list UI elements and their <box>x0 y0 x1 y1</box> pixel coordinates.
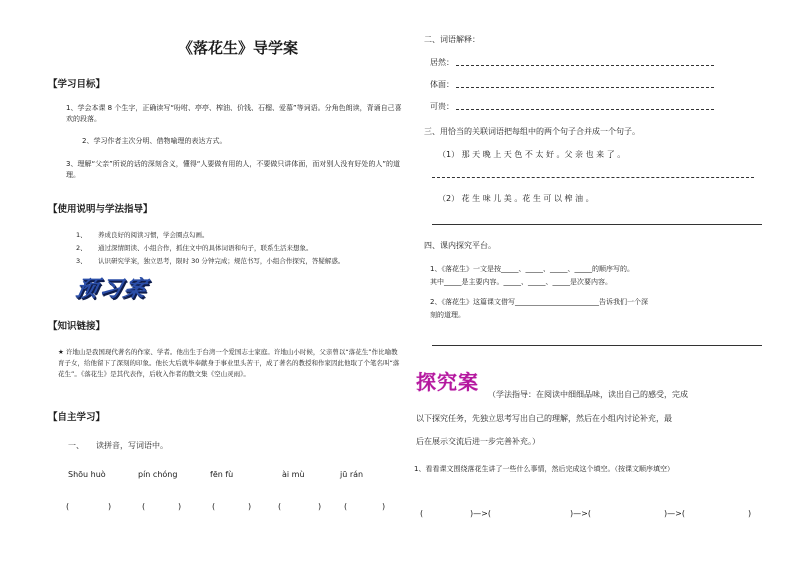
q3-answer-line-1[interactable] <box>432 177 754 178</box>
self-study-header: 【自主学习】 <box>48 412 106 423</box>
bracket-open-3: ( <box>212 502 216 511</box>
goal-1: 1、学会本课 8 个生字，正确读写“吩咐、亭亭、榨油、价钱、石榴、爱慕”等词语。分角色朗读，背诵自己喜欢的段落。 <box>66 104 402 123</box>
pinyin-5: jū rán <box>340 470 364 479</box>
task1-text: 1、看看课文围绕落花生讲了一些什么事情，然后完成这个填空。（按课文顺序填空） <box>414 465 674 473</box>
usage-item-2: 通过深情朗读、小组合作，抓住文中的具体词语和句子，联系生活来想象。 <box>98 244 313 252</box>
bracket-close-5: ) <box>382 502 386 511</box>
goal-2: 2、学习作者主次分明、借物喻理的表达方式。 <box>82 137 227 145</box>
guide-line-2: 以下探究任务，先独立思考写出自己的理解，然后在小组内讨论补充，最 <box>416 414 672 423</box>
bracket-close-1: ) <box>108 502 112 511</box>
usage-item-1: 养成良好的阅读习惯，学会圈点勾画。 <box>98 231 209 239</box>
explore-art-title: 探究案 <box>416 370 479 394</box>
q4-answer-line[interactable] <box>432 345 762 346</box>
q2-item-3: 可贵： <box>430 102 454 111</box>
usage-header: 【使用说明与学法指导】 <box>48 204 153 215</box>
task1-blank-4[interactable]: )—>( <box>664 509 685 518</box>
task1-blank-2[interactable]: )—>( <box>470 509 491 518</box>
goal-3: 3、理解“父亲”所说的话的深刻含义，懂得“人要做有用的人，不要做只讲体面，而对别人没有好处的人”的道理。 <box>66 160 400 179</box>
bracket-open-2: ( <box>142 502 146 511</box>
bracket-open-4: ( <box>278 502 282 511</box>
link-header: 【知识链接】 <box>48 321 106 332</box>
q3-item-2: （2） 花 生 味 儿 美 。花 生 可 以 榨 油 。 <box>438 194 594 203</box>
pinyin-1: Shōu huò <box>68 470 106 479</box>
q4-2-line-b: 刻的道理。 <box>430 311 465 319</box>
q4-2-line-a: 2、《落花生》这篇课文借写________________________告诉我们一个深 <box>430 298 648 306</box>
q4-1-line-b: 其中_____是主要内容。_____、_____、_____是次要内容。 <box>430 278 612 286</box>
guide-line-1: （学法指导：在阅读中细细品味，读出自己的感受，完成 <box>488 390 688 399</box>
task1-blank-3[interactable]: )—>( <box>570 509 591 518</box>
guide-line-3: 后在展示交流后进一步完善补充。） <box>416 437 540 446</box>
goals-header: 【学习目标】 <box>48 79 106 90</box>
bracket-open-1: ( <box>66 502 70 511</box>
bracket-close-2: ) <box>178 502 182 511</box>
usage-num-1: 1、 <box>76 231 87 239</box>
page-title: 《落花生》导学案 <box>178 39 299 57</box>
q4-header: 四、课内探究平台。 <box>424 241 496 250</box>
q2-answer-line-3[interactable] <box>456 109 714 110</box>
q2-answer-line-2[interactable] <box>456 87 714 88</box>
bracket-close-4: ) <box>318 502 322 511</box>
q3-answer-line-2[interactable] <box>432 224 762 225</box>
q1-label: 一、 <box>68 441 84 450</box>
q2-item-2: 体面： <box>430 80 454 89</box>
bracket-open-5: ( <box>344 502 348 511</box>
link-text: ★ 许地山是我国现代著名的作家、学者。他出生于台湾一个爱国志士家庭。许地山小时候，父亲曾以“落花生”作比喻教育子女，给他留下了深刻的印象。他长大后就毕奉献身于事业里头苦干，成了著名的教授和作家因此他取了个笔名叫“落花生”。《落花生》是其代表作，后收入作者的散文集《空山灵雨》。 <box>58 348 400 378</box>
bracket-close-3: ) <box>248 502 252 511</box>
pinyin-3: fēn fù <box>210 470 234 479</box>
pinyin-2: pín chóng <box>138 470 178 479</box>
usage-item-3: 认识研究学案，独立思考，限时 30 分钟完成；规范书写，小组合作探究，答疑解惑。 <box>98 257 345 265</box>
task1-blank-1[interactable]: ( <box>420 509 424 518</box>
pinyin-4: ài mù <box>282 470 305 479</box>
usage-num-3: 3、 <box>76 257 87 265</box>
q3-item-1: （1） 那 天 晚 上 天 色 不 太 好 。父 亲 也 来 了 。 <box>438 150 626 159</box>
q2-item-1: 居然： <box>430 58 454 67</box>
task1-blank-5[interactable]: ) <box>748 509 752 518</box>
q4-1-line-a: 1、《落花生》一文是按_____、_____、_____、_____的顺序写的。 <box>430 265 634 273</box>
q2-header: 二、词语解释： <box>424 35 480 44</box>
q2-answer-line-1[interactable] <box>456 65 714 66</box>
usage-num-2: 2、 <box>76 244 87 252</box>
q1-text: 读拼音，写词语中。 <box>96 441 168 450</box>
q3-header: 三、用恰当的关联词语把每组中的两个句子合并成一个句子。 <box>424 127 640 136</box>
preview-art-title: 预习案 <box>72 277 151 302</box>
